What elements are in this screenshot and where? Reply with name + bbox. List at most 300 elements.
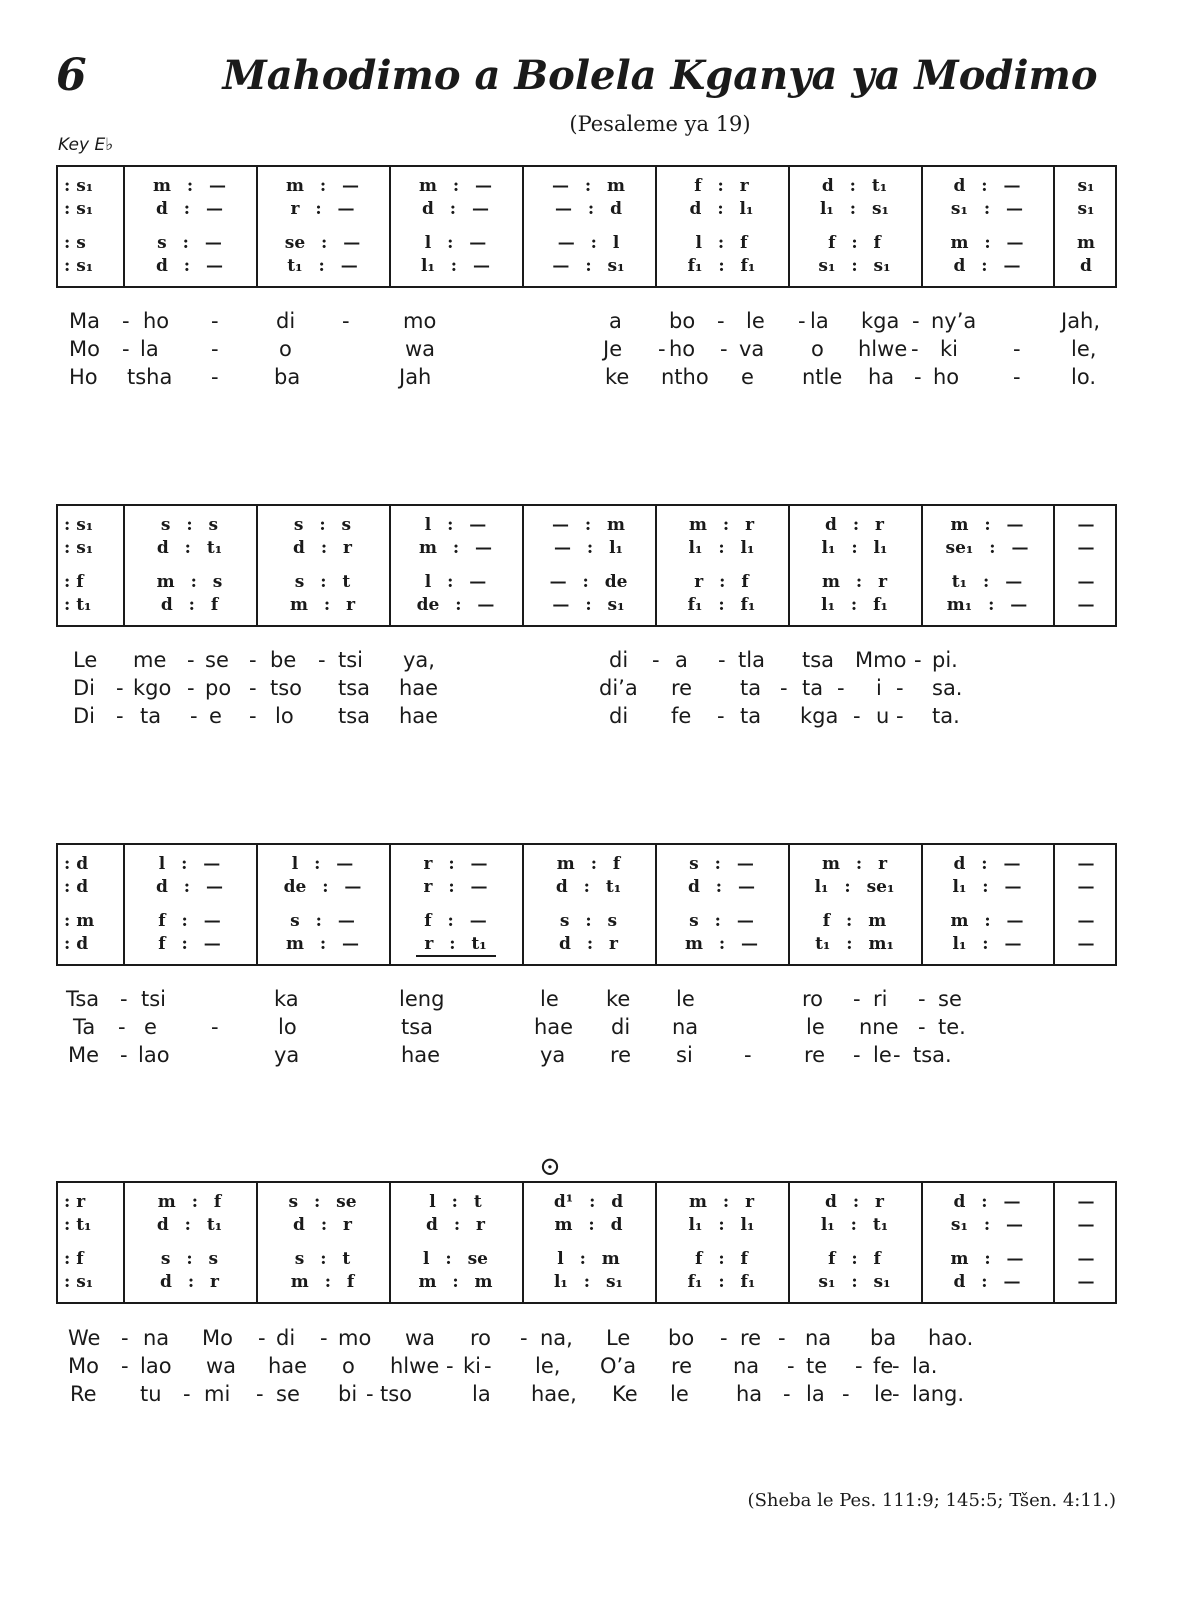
lyric-hyphen: - xyxy=(717,704,725,728)
lyric-hyphen: - xyxy=(914,365,922,389)
sol-fa-note: — : d xyxy=(555,199,622,219)
sol-fa-note: r : — xyxy=(423,854,488,874)
sol-fa-note: f : — xyxy=(158,934,221,954)
lyric-syllable: ho xyxy=(933,365,960,389)
lyric-hyphen: - xyxy=(842,1382,850,1406)
sol-fa-note: m : — xyxy=(285,176,360,196)
lyric-syllable: tsha xyxy=(127,365,173,389)
sol-fa-note: m : — xyxy=(950,233,1024,253)
sol-fa-note: l : — xyxy=(291,854,354,874)
sol-fa-note: — : de xyxy=(549,572,628,592)
lyric-syllable: kgo xyxy=(133,676,172,700)
sol-fa-note: m₁ : — xyxy=(946,595,1028,615)
lyric-hyphen: - xyxy=(718,648,726,672)
sol-fa-note: — xyxy=(1077,1249,1095,1269)
sol-fa-note: m : — xyxy=(418,538,493,558)
sol-fa-note: l₁ : f₁ xyxy=(821,595,888,615)
sol-fa-note: t₁ : — xyxy=(287,256,358,276)
lyric-syllable: se xyxy=(276,1382,300,1406)
sol-fa-note: f : — xyxy=(158,911,221,931)
sol-fa-note: — xyxy=(1077,877,1095,897)
lyric-hyphen: - xyxy=(853,1043,861,1067)
sol-fa-note: d : — xyxy=(953,256,1021,276)
lyric-syllable: lao xyxy=(138,1043,170,1067)
sol-fa-note: : s₁ xyxy=(64,199,94,219)
lyric-syllable: na, xyxy=(540,1326,573,1350)
scripture-footnote: (Sheba le Pes. 111:9; 145:5; Tšen. 4:11.) xyxy=(747,1490,1116,1511)
lyric-syllable: la xyxy=(806,1382,825,1406)
lyric-hyphen: - xyxy=(1013,365,1021,389)
sol-fa-note: — xyxy=(1077,1215,1095,1235)
lyric-syllable: Le xyxy=(606,1326,631,1350)
lyric-hyphen: - xyxy=(121,1326,129,1350)
lyric-syllable: e xyxy=(144,1015,157,1039)
lyric-syllable: ta xyxy=(802,676,824,700)
sol-fa-note: — xyxy=(1077,934,1095,954)
sol-fa-note: — xyxy=(1077,854,1095,874)
sol-fa-note: — xyxy=(1077,911,1095,931)
lyric-syllable: tsi xyxy=(141,987,167,1011)
lyric-syllable: hao. xyxy=(928,1326,974,1350)
lyric-syllable: tsa xyxy=(401,1015,434,1039)
sol-fa-note: : s₁ xyxy=(64,1272,94,1292)
lyric-syllable: a xyxy=(609,309,622,333)
lyric-syllable: Ma xyxy=(69,309,100,333)
lyric-hyphen: - xyxy=(893,1043,901,1067)
sol-fa-note: f₁ : f₁ xyxy=(687,256,756,276)
lyric-syllable: ta xyxy=(740,704,762,728)
lyric-syllable: i xyxy=(876,676,882,700)
lyric-syllable: hlwe xyxy=(390,1354,440,1378)
lyric-syllable: lang. xyxy=(912,1382,965,1406)
lyric-hyphen: - xyxy=(918,1015,926,1039)
lyric-hyphen: - xyxy=(914,648,922,672)
lyric-syllable: e xyxy=(741,365,754,389)
sol-fa-note: m : — xyxy=(152,176,227,196)
sol-fa-note: l₁ : l₁ xyxy=(688,538,755,558)
sol-fa-note: s₁ : s₁ xyxy=(818,1272,891,1292)
lyric-syllable: bo xyxy=(668,1326,695,1350)
lyric-hyphen: - xyxy=(249,676,257,700)
lyric-hyphen: - xyxy=(853,987,861,1011)
lyric-hyphen: - xyxy=(853,704,861,728)
lyric-hyphen: - xyxy=(342,309,350,333)
sol-fa-note: — xyxy=(1077,515,1095,535)
lyric-syllable: tsa. xyxy=(913,1043,952,1067)
lyric-syllable: ta. xyxy=(932,704,960,728)
lyric-syllable: kga xyxy=(800,704,839,728)
sol-fa-note: m : f xyxy=(290,1272,355,1292)
lyric-syllable: re xyxy=(671,676,693,700)
lyric-syllable: ke xyxy=(606,987,631,1011)
music-system-3 xyxy=(56,843,1117,966)
lyric-syllable: e xyxy=(209,704,222,728)
sol-fa-note: f : — xyxy=(424,911,487,931)
sol-fa-note: m : — xyxy=(418,176,493,196)
lyric-syllable: tu xyxy=(140,1382,162,1406)
lyric-hyphen: - xyxy=(912,309,920,333)
lyric-syllable: hlwe xyxy=(858,337,908,361)
lyric-hyphen: - xyxy=(190,704,198,728)
lyric-syllable: se xyxy=(205,648,229,672)
sol-fa-note: m : — xyxy=(950,1249,1024,1269)
sol-fa-note: : s₁ xyxy=(64,256,94,276)
sol-fa-note: : s₁ xyxy=(64,538,94,558)
lyric-hyphen: - xyxy=(249,704,257,728)
lyric-syllable: na xyxy=(143,1326,170,1350)
sol-fa-note: m : r xyxy=(688,515,755,535)
lyric-syllable: hae xyxy=(268,1354,308,1378)
lyric-syllable: le xyxy=(540,987,559,1011)
lyric-syllable: Le xyxy=(73,648,98,672)
sol-fa-note: m : d xyxy=(554,1215,623,1235)
sol-fa-note: d : t₁ xyxy=(156,1215,223,1235)
lyric-hyphen: - xyxy=(652,648,660,672)
sol-fa-note: l : — xyxy=(424,515,487,535)
lyric-syllable: la xyxy=(810,309,829,333)
sol-fa-note: d : t₁ xyxy=(555,877,622,897)
lyric-syllable: re xyxy=(671,1354,693,1378)
lyric-syllable: o xyxy=(279,337,292,361)
lyric-syllable: re xyxy=(610,1043,632,1067)
lyric-syllable: le xyxy=(676,987,695,1011)
lyric-syllable: Jah, xyxy=(1061,309,1101,333)
lyric-hyphen: - xyxy=(780,676,788,700)
sol-fa-note: d : l₁ xyxy=(689,199,754,219)
lyric-syllable: lo xyxy=(278,1015,297,1039)
lyric-syllable: te xyxy=(806,1354,828,1378)
lyric-hyphen: - xyxy=(658,337,666,361)
sol-fa-note: r : f xyxy=(694,572,749,592)
lyric-hyphen: - xyxy=(320,1326,328,1350)
lyric-hyphen: - xyxy=(211,309,219,333)
lyric-hyphen: - xyxy=(717,309,725,333)
lyric-hyphen: - xyxy=(366,1382,374,1406)
sol-fa-note: d : r xyxy=(293,538,352,558)
lyric-syllable: na xyxy=(733,1354,760,1378)
sol-fa-note: s : — xyxy=(290,911,355,931)
sol-fa-note: d : t₁ xyxy=(821,176,888,196)
lyric-syllable: ka xyxy=(274,987,299,1011)
sol-fa-note: l : — xyxy=(424,572,487,592)
lyric-hyphen: - xyxy=(122,309,130,333)
sol-fa-note: l : — xyxy=(424,233,487,253)
lyric-hyphen: - xyxy=(121,1354,129,1378)
lyric-syllable: di xyxy=(611,1015,631,1039)
lyric-syllable: Re xyxy=(70,1382,97,1406)
sol-fa-note: f : r xyxy=(694,176,749,196)
sol-fa-note: f₁ : f₁ xyxy=(687,1272,756,1292)
sol-fa-note: d : r xyxy=(559,934,618,954)
sol-fa-note: d : — xyxy=(156,256,223,276)
lyric-syllable: le xyxy=(746,309,765,333)
lyric-syllable: bo xyxy=(669,309,696,333)
lyric-hyphen: - xyxy=(896,676,904,700)
sol-fa-note: se : — xyxy=(284,233,361,253)
lyric-hyphen: - xyxy=(892,1354,900,1378)
sol-fa-note: s₁ : — xyxy=(950,1215,1024,1235)
lyric-hyphen: - xyxy=(1013,337,1021,361)
lyric-syllable: na xyxy=(805,1326,832,1350)
sol-fa-note: d : r xyxy=(825,1192,884,1212)
key-signature-label: Key E♭ xyxy=(58,135,114,155)
lyric-syllable: di xyxy=(276,1326,296,1350)
lyric-hyphen: - xyxy=(116,676,124,700)
lyric-syllable: tsa xyxy=(338,704,371,728)
lyric-syllable: lo xyxy=(275,704,294,728)
lyric-hyphen: - xyxy=(211,1015,219,1039)
sol-fa-note: d : t₁ xyxy=(156,538,223,558)
sol-fa-note: l : m xyxy=(557,1249,620,1269)
sol-fa-note: d : — xyxy=(953,176,1021,196)
sol-fa-note: l₁ : s₁ xyxy=(819,199,890,219)
lyric-syllable: va xyxy=(739,337,765,361)
sol-fa-note: : r xyxy=(64,1192,86,1212)
lyric-syllable: ro xyxy=(802,987,824,1011)
lyric-syllable: Ke xyxy=(612,1382,638,1406)
lyric-hyphen: - xyxy=(118,1015,126,1039)
lyric-syllable: ba xyxy=(274,365,301,389)
lyric-syllable: O’a xyxy=(600,1354,637,1378)
sol-fa-note: : s₁ xyxy=(64,176,94,196)
sol-fa-note: : t₁ xyxy=(64,1215,92,1235)
sol-fa-note: d¹ : d xyxy=(553,1192,624,1212)
lyric-syllable: ki xyxy=(940,337,958,361)
sol-fa-note: f : f xyxy=(828,233,881,253)
sol-fa-note: : d xyxy=(64,877,89,897)
sol-fa-note: m : — xyxy=(285,934,360,954)
lyric-syllable: fe xyxy=(671,704,692,728)
music-system-2 xyxy=(56,504,1117,627)
sol-fa-note: d : — xyxy=(953,1192,1021,1212)
lyric-hyphen: - xyxy=(446,1354,454,1378)
lyric-syllable: le xyxy=(874,1382,893,1406)
sol-fa-note: m : f xyxy=(556,854,621,874)
lyric-syllable: ha xyxy=(736,1382,763,1406)
lyric-syllable: na xyxy=(672,1015,699,1039)
sol-fa-note: s : t xyxy=(294,1249,351,1269)
lyric-syllable: di xyxy=(609,704,629,728)
sol-fa-note: m : r xyxy=(688,1192,755,1212)
lyric-syllable: a xyxy=(675,648,688,672)
lyric-syllable: Tsa xyxy=(66,987,100,1011)
sol-fa-note: f : f xyxy=(828,1249,881,1269)
lyric-syllable: ba xyxy=(870,1326,897,1350)
sol-fa-note: — : s₁ xyxy=(552,256,625,276)
lyric-hyphen: - xyxy=(122,337,130,361)
lyric-syllable: se xyxy=(938,987,962,1011)
lyric-syllable: re xyxy=(804,1043,826,1067)
lyric-hyphen: - xyxy=(855,1354,863,1378)
lyric-syllable: Mmo xyxy=(855,648,907,672)
lyric-syllable: di xyxy=(276,309,296,333)
sol-fa-note: l : f xyxy=(695,233,748,253)
sol-fa-note: l : — xyxy=(158,854,221,874)
sol-fa-note: m : — xyxy=(950,515,1024,535)
lyric-syllable: hae xyxy=(401,1043,441,1067)
sol-fa-note: m : — xyxy=(684,934,759,954)
lyric-syllable: Je xyxy=(603,337,623,361)
sol-fa-note: s : s xyxy=(160,1249,219,1269)
lyric-syllable: Mo xyxy=(202,1326,233,1350)
lyric-hyphen: - xyxy=(520,1326,528,1350)
lyric-syllable: o xyxy=(811,337,824,361)
sol-fa-note: s : s xyxy=(559,911,618,931)
sol-fa-note: d : r xyxy=(825,515,884,535)
sol-fa-note: — : m xyxy=(551,515,626,535)
lyric-hyphen: - xyxy=(744,1043,752,1067)
hymn-title: Mahodimo a Bolela Kganya ya Modimo xyxy=(222,52,1098,99)
sol-fa-note: de : — xyxy=(416,595,495,615)
sol-fa-note: d : — xyxy=(156,199,223,219)
lyric-syllable: Di xyxy=(73,704,96,728)
sol-fa-note: l : se xyxy=(423,1249,488,1269)
lyric-hyphen: - xyxy=(720,1326,728,1350)
lyric-hyphen: - xyxy=(783,1382,791,1406)
lyric-syllable: lao xyxy=(140,1354,172,1378)
lyric-hyphen: - xyxy=(720,337,728,361)
lyric-syllable: le xyxy=(670,1382,689,1406)
lyric-syllable: u xyxy=(876,704,890,728)
lyric-hyphen: - xyxy=(484,1354,492,1378)
lyric-syllable: ya xyxy=(274,1043,300,1067)
lyric-syllable: ntle xyxy=(802,365,843,389)
sol-fa-note: — : l₁ xyxy=(553,538,624,558)
lyric-syllable: ya xyxy=(540,1043,566,1067)
sol-fa-note: f : f xyxy=(695,1249,748,1269)
sol-fa-note: s : t xyxy=(294,572,351,592)
lyric-syllable: hae xyxy=(399,676,439,700)
lyric-syllable: ho xyxy=(669,337,696,361)
sol-fa-note: d : — xyxy=(953,854,1021,874)
sol-fa-note: : m xyxy=(64,911,95,931)
lyric-syllable: la. xyxy=(912,1354,938,1378)
sol-fa-note: s : se xyxy=(288,1192,357,1212)
sol-fa-note: m : r xyxy=(821,572,888,592)
lyric-syllable: mo xyxy=(338,1326,372,1350)
sol-fa-note: — : m xyxy=(551,176,626,196)
lyric-hyphen: - xyxy=(837,676,845,700)
sol-fa-note: l : t xyxy=(429,1192,482,1212)
sol-fa-note: : d xyxy=(64,854,89,874)
sol-fa-note: d : r xyxy=(293,1215,352,1235)
sol-fa-note: — xyxy=(1077,572,1095,592)
sol-fa-note: — xyxy=(1077,538,1095,558)
sol-fa-note: l₁ : l₁ xyxy=(688,1215,755,1235)
sol-fa-note: l₁ : l₁ xyxy=(821,538,888,558)
sol-fa-note: d : — xyxy=(422,199,489,219)
sol-fa-note: d : f xyxy=(160,595,219,615)
lyric-syllable: sa. xyxy=(932,676,963,700)
sol-fa-note: m : m xyxy=(418,1272,493,1292)
sol-fa-note: l₁ : — xyxy=(952,934,1022,954)
sol-fa-note: t₁ : — xyxy=(951,572,1023,592)
lyric-syllable: si xyxy=(676,1043,693,1067)
sol-fa-note: s : — xyxy=(689,911,754,931)
lyric-syllable: wa xyxy=(405,337,436,361)
sol-fa-note: r : — xyxy=(423,877,488,897)
sol-fa-note: s : — xyxy=(689,854,754,874)
lyric-hyphen: - xyxy=(896,704,904,728)
lyric-hyphen: - xyxy=(116,704,124,728)
lyric-hyphen: - xyxy=(892,1382,900,1406)
lyric-hyphen: - xyxy=(120,987,128,1011)
lyric-syllable: po xyxy=(205,676,232,700)
lyric-syllable: te. xyxy=(938,1015,966,1039)
lyric-syllable: tla xyxy=(738,648,765,672)
lyric-syllable: le, xyxy=(1071,337,1097,361)
lyric-hyphen: - xyxy=(120,1043,128,1067)
sol-fa-note: m : r xyxy=(289,595,356,615)
sol-fa-note: l₁ : se₁ xyxy=(814,877,895,897)
lyric-syllable: lo. xyxy=(1071,365,1096,389)
sol-fa-note: r : — xyxy=(290,199,355,219)
lyric-syllable: mi xyxy=(204,1382,231,1406)
sol-fa-note: m xyxy=(1077,233,1095,253)
hymn-number: 6 xyxy=(56,50,87,101)
lyric-syllable: la xyxy=(472,1382,491,1406)
sol-fa-note: s : s xyxy=(160,515,219,535)
sol-fa-note: d : — xyxy=(156,877,223,897)
lyric-syllable: wa xyxy=(206,1354,237,1378)
sol-fa-note: d xyxy=(1080,256,1092,276)
lyric-syllable: di’a xyxy=(599,676,638,700)
sol-fa-note: l₁ : t₁ xyxy=(820,1215,889,1235)
lyric-syllable: hae, xyxy=(531,1382,577,1406)
sol-fa-note: f : m xyxy=(822,911,887,931)
lyric-syllable: wa xyxy=(405,1326,436,1350)
hymn-subtitle: (Pesaleme ya 19) xyxy=(569,112,751,136)
sol-fa-note: s₁ : s₁ xyxy=(818,256,891,276)
lyric-syllable: nne xyxy=(859,1015,899,1039)
lyric-hyphen: - xyxy=(787,1354,795,1378)
lyric-hyphen: - xyxy=(187,676,195,700)
lyric-syllable: Mo xyxy=(69,337,100,361)
lyric-syllable: di xyxy=(609,648,629,672)
sol-fa-note: de : — xyxy=(283,877,362,897)
sol-fa-note: : t₁ xyxy=(64,595,92,615)
lyric-hyphen: - xyxy=(318,648,326,672)
lyric-syllable: le xyxy=(873,1043,892,1067)
lyric-hyphen: - xyxy=(798,309,806,333)
sol-fa-note: d : — xyxy=(688,877,755,897)
sol-fa-note: l₁ : — xyxy=(952,877,1022,897)
lyric-syllable: fe xyxy=(873,1354,894,1378)
lyric-syllable: la xyxy=(140,337,159,361)
sol-fa-note: d : r xyxy=(426,1215,485,1235)
sol-fa-note: m : r xyxy=(821,854,888,874)
lyric-hyphen: - xyxy=(211,365,219,389)
lyric-syllable: leng xyxy=(399,987,445,1011)
fermata-icon: ⊙ xyxy=(539,1152,561,1182)
lyric-syllable: tsa xyxy=(802,648,835,672)
lyric-syllable: hae xyxy=(399,704,439,728)
music-system-1 xyxy=(56,165,1117,288)
sol-fa-note: s : s xyxy=(293,515,352,535)
sol-fa-note: — xyxy=(1077,1272,1095,1292)
slur-underline xyxy=(416,955,496,957)
lyric-syllable: ke xyxy=(605,365,630,389)
sol-fa-note: s₁ : — xyxy=(950,199,1024,219)
sol-fa-note: r : t₁ xyxy=(424,934,487,954)
lyric-syllable: tsi xyxy=(338,648,364,672)
lyric-syllable: bi xyxy=(338,1382,358,1406)
lyric-syllable: mo xyxy=(403,309,437,333)
sol-fa-note: l₁ : — xyxy=(420,256,491,276)
sol-fa-note: : f xyxy=(64,572,84,592)
lyric-syllable: pi. xyxy=(932,648,958,672)
sol-fa-note: m : s xyxy=(156,572,223,592)
